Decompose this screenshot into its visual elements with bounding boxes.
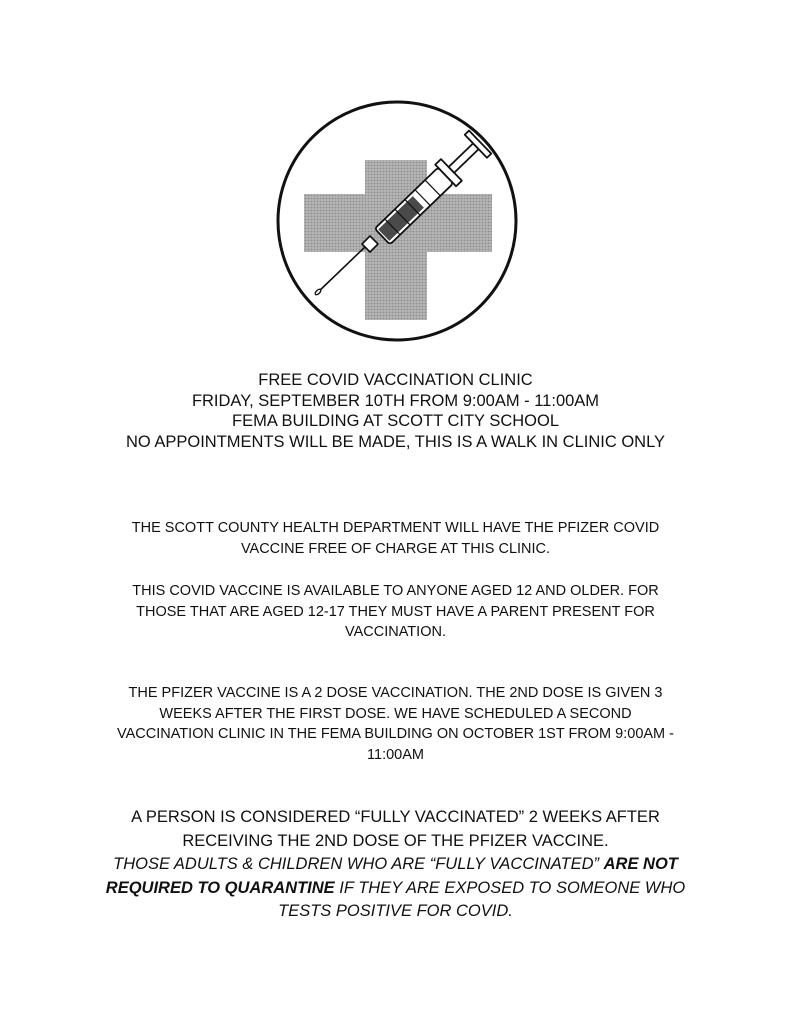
quarantine-line — [0, 853, 791, 877]
tests-positive-line: TESTS POSITIVE FOR COVID. — [278, 902, 513, 920]
paragraph-line: THE SCOTT COUNTY HEALTH DEPARTMENT WILL HAVE THE PFIZER COVID — [131, 520, 660, 536]
paragraph-line: 11:00AM — [367, 746, 424, 763]
paragraph-line: RECEIVING THE 2ND DOSE OF THE PFIZER VACCINE. — [182, 831, 609, 850]
eligibility-paragraph — [0, 581, 791, 643]
paragraph-line: VACCINATION CLINIC IN THE FEMA BUILDING ON OCTOBER 1ST FROM 9:00AM - — [117, 726, 674, 742]
are-not-emphasis: ARE NOT — [603, 855, 678, 873]
required-to-quarantine-emphasis: REQUIRED TO QUARANTINE — [105, 878, 335, 897]
quarantine-italic-text: THOSE ADULTS & CHILDREN WHO ARE “FULLY VACCINATED” — [113, 855, 600, 873]
paragraph-line: A PERSON IS CONSIDERED “FULLY VACCINATED” 2 WEEKS AFTER — [131, 808, 660, 826]
quarantine-line — [0, 877, 791, 901]
dosing-paragraph — [0, 683, 791, 765]
paragraph-line: VACCINATION. — [345, 624, 446, 640]
syringe-cross-icon — [274, 98, 520, 344]
clinic-title: FREE COVID VACCINATION CLINIC — [258, 371, 533, 389]
paragraph-line: WEEKS AFTER THE FIRST DOSE. WE HAVE SCHEDULED A SECOND — [159, 705, 632, 722]
fully-vaccinated-paragraph — [0, 806, 791, 924]
clinic-location: FEMA BUILDING AT SCOTT CITY SCHOOL — [231, 412, 559, 430]
paragraph-line: THOSE THAT ARE AGED 12-17 THEY MUST HAVE A PARENT PRESENT FOR — [136, 603, 655, 620]
exposure-italic-text: IF THEY ARE EXPOSED TO SOMEONE WHO — [339, 878, 686, 897]
paragraph-line: THIS COVID VACCINE IS AVAILABLE TO ANYONE AGED 12 AND OLDER. FOR — [132, 583, 659, 599]
health-department-paragraph — [0, 518, 791, 559]
walk-in-notice: NO APPOINTMENTS WILL BE MADE, THIS IS A WALK IN CLINIC ONLY — [125, 432, 666, 451]
clinic-date-time: FRIDAY, SEPTEMBER 10TH FROM 9:00AM - 11:00AM — [191, 391, 600, 410]
clinic-header — [0, 370, 791, 452]
paragraph-line: VACCINE FREE OF CHARGE AT THIS CLINIC. — [240, 540, 551, 557]
paragraph-line: THE PFIZER VACCINE IS A 2 DOSE VACCINATION. THE 2ND DOSE IS GIVEN 3 — [128, 685, 663, 701]
